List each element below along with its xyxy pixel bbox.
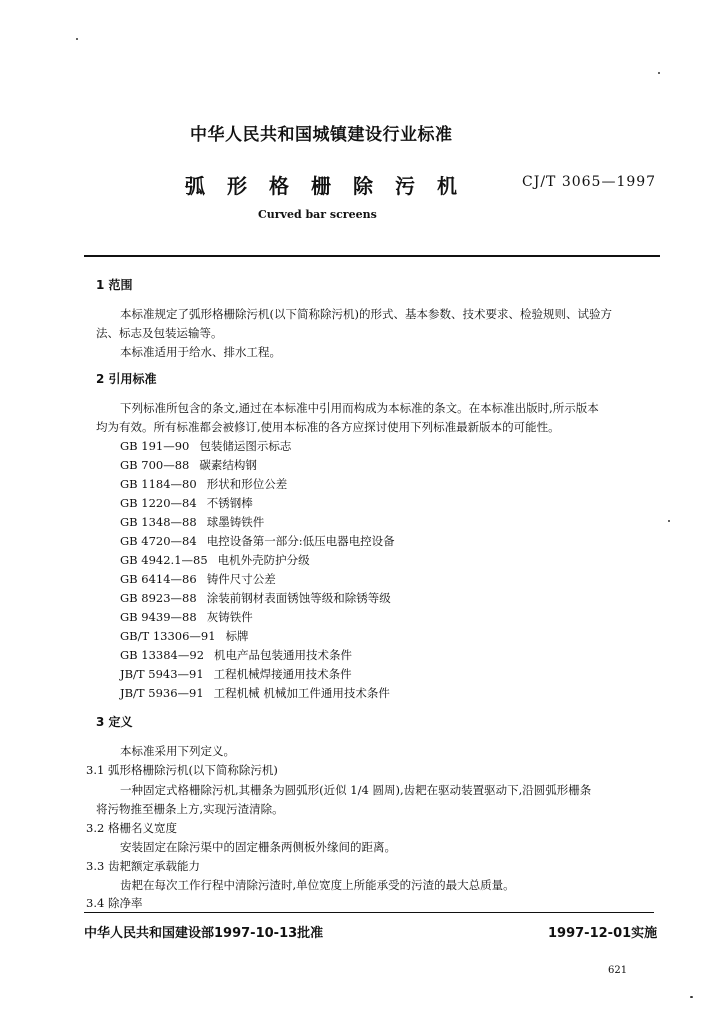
reference-item: GB 1348—88 球墨铸铁件 [120,515,265,529]
reference-item: GB 191—90 包装储运图示标志 [120,439,292,453]
definition-3-3-text: 齿耙在每次工作行程中清除污渣时,单位宽度上所能承受的污渣的最大总质量。 [120,878,515,892]
reference-item: GB 9439—88 灰铸铁件 [120,610,253,624]
reference-item: GB/T 13306—91 标牌 [120,629,249,643]
section-3-intro: 本标准采用下列定义。 [120,744,235,758]
scan-speck [658,72,660,74]
section-1-paragraph-line: 本标准规定了弧形格栅除污机(以下简称除污机)的形式、基本参数、技术要求、检验规则、试验方 [120,307,612,321]
reference-item: GB 1184—80 形状和形位公差 [120,477,288,491]
reference-item: JB/T 5943—91 工程机械焊接通用技术条件 [120,667,352,681]
scan-speck [690,996,693,998]
reference-item: GB 13384—92 机电产品包装通用技术条件 [120,648,353,662]
section-3-heading: 3 定义 [96,715,133,729]
definition-3-3-heading: 3.3 齿耙额定承载能力 [86,859,200,873]
standard-organization: 中华人民共和国城镇建设行业标准 [190,125,453,145]
reference-item: JB/T 5936—91 工程机械 机械加工件通用技术条件 [120,686,390,700]
definition-3-2-text: 安装固定在除污渠中的固定栅条两侧板外缘间的距离。 [120,840,396,854]
section-2-paragraph-line: 均为有效。所有标准都会被修订,使用本标准的各方应探讨使用下列标准最新版本的可能性。 [96,420,560,434]
reference-item: GB 8923—88 涂装前钢材表面锈蚀等级和除锈等级 [120,591,391,605]
reference-item: GB 4942.1—85 电机外壳防护分级 [120,553,310,567]
section-2-paragraph-line: 下列标准所包含的条文,通过在本标准中引用而构成为本标准的条文。在本标准出版时,所示版本 [120,401,599,415]
reference-item: GB 6414—86 铸件尺寸公差 [120,572,276,586]
header-rule [84,255,660,257]
standard-code: CJ/T 3065—1997 [522,174,657,190]
definition-3-2-heading: 3.2 格栅名义宽度 [86,821,177,835]
scan-speck [668,520,670,522]
document-title: 弧形格栅除污机 [185,174,479,198]
reference-item: GB 700—88 碳素结构钢 [120,458,257,472]
definition-3-4-heading: 3.4 除净率 [86,896,143,910]
section-1-paragraph-line: 法、标志及包装运输等。 [96,326,223,340]
definition-3-1-text-line: 一种固定式格栅除污机,其栅条为圆弧形(近似 1/4 圆周),齿耙在驱动装置驱动下,沿圆弧形栅条 [120,783,592,797]
approval-statement: 中华人民共和国建设部1997-10-13批准 [84,926,324,941]
english-title: Curved bar screens [258,208,377,221]
page-number: 621 [608,965,628,976]
reference-item: GB 1220—84 不锈钢棒 [120,496,253,510]
section-2-heading: 2 引用标准 [96,372,157,386]
footer-rule [84,912,654,913]
reference-item: GB 4720—84 电控设备第一部分:低压电器电控设备 [120,534,395,548]
definition-3-1-text-line: 将污物推至栅条上方,实现污渣清除。 [96,802,284,816]
effective-date: 1997-12-01实施 [548,926,658,941]
section-1-scope-text: 本标准适用于给水、排水工程。 [120,345,281,359]
scan-speck [76,38,78,40]
definition-3-1-heading: 3.1 弧形格栅除污机(以下简称除污机) [86,763,278,777]
section-1-heading: 1 范围 [96,278,133,292]
